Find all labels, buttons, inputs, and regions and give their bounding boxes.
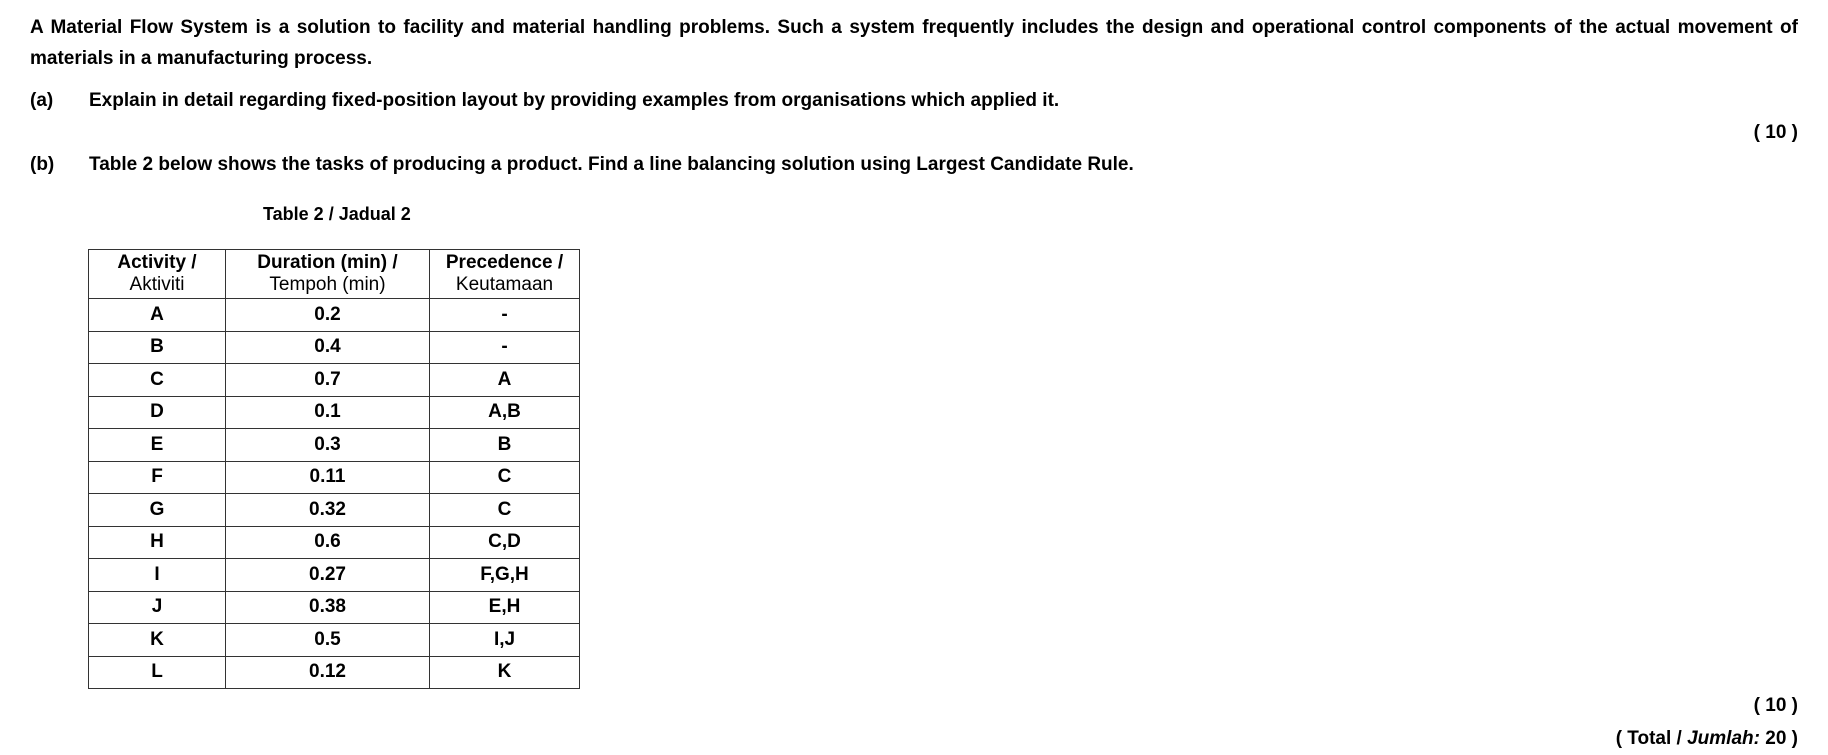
question-a-text: Explain in detail regarding fixed-position layout by providing examples from organisations which applied it. (89, 90, 1060, 111)
cell-activity: A (89, 299, 226, 332)
cell-precedence: K (430, 656, 580, 689)
cell-activity: K (89, 624, 226, 657)
cell-activity: I (89, 559, 226, 592)
header-activity (89, 250, 226, 299)
cell-precedence: C (430, 461, 580, 494)
table-row (89, 461, 580, 494)
table-row (89, 624, 580, 657)
table-row (89, 364, 580, 397)
header-duration-sub: Tempoh (min) (269, 274, 386, 295)
table-row (89, 299, 580, 332)
total-open: ( Total / (1615, 728, 1688, 749)
table-row (89, 591, 580, 624)
header-activity-main: Activity / (117, 252, 197, 273)
cell-duration: 0.3 (226, 429, 430, 462)
table-row (89, 656, 580, 689)
cell-activity: F (89, 461, 226, 494)
total-italic: Jumlah: (1687, 728, 1760, 749)
cell-activity: G (89, 494, 226, 527)
question-b-marks: ( 10 ) (1753, 695, 1798, 716)
header-precedence-main: Precedence / (445, 252, 564, 273)
cell-activity: J (89, 591, 226, 624)
cell-activity: E (89, 429, 226, 462)
cell-duration: 0.6 (226, 526, 430, 559)
cell-activity: L (89, 656, 226, 689)
header-duration-main: Duration (min) / (257, 252, 398, 273)
question-a-label: (a) (30, 90, 54, 111)
question-b-text: Table 2 below shows the tasks of producing a product. Find a line balancing solution using Largest Candidate Rule. (89, 154, 1134, 175)
intro-paragraph: A Material Flow System is a solution to facility and material handling problems. Such a system frequently includes the design and operational control components of the actual movement of materials in a manufacturing process. (30, 17, 1798, 69)
cell-duration: 0.2 (226, 299, 430, 332)
cell-duration: 0.7 (226, 364, 430, 397)
question-b-label: (b) (30, 154, 55, 175)
cell-duration: 0.12 (226, 656, 430, 689)
cell-precedence: E,H (430, 591, 580, 624)
cell-precedence: C (430, 494, 580, 527)
cell-duration: 0.32 (226, 494, 430, 527)
table-row (89, 331, 580, 364)
cell-activity: C (89, 364, 226, 397)
question-a-marks: ( 10 ) (1753, 122, 1798, 143)
cell-precedence: A (430, 364, 580, 397)
header-activity-sub: Aktiviti (129, 274, 185, 295)
cell-duration: 0.11 (226, 461, 430, 494)
header-duration (226, 250, 430, 299)
table-row (89, 396, 580, 429)
total-marks (1616, 728, 1798, 750)
header-precedence-sub: Keutamaan (455, 274, 554, 295)
header-precedence (430, 250, 580, 299)
table-body (89, 299, 580, 689)
cell-duration: 0.5 (226, 624, 430, 657)
cell-precedence: - (430, 331, 580, 364)
total-value: 20 ) (1759, 728, 1798, 749)
table-row (89, 429, 580, 462)
cell-duration: 0.27 (226, 559, 430, 592)
cell-duration: 0.1 (226, 396, 430, 429)
cell-precedence: - (430, 299, 580, 332)
task-table (88, 249, 580, 689)
cell-precedence: F,G,H (430, 559, 580, 592)
cell-activity: H (89, 526, 226, 559)
table-caption: Table 2 / Jadual 2 (263, 204, 411, 224)
cell-duration: 0.4 (226, 331, 430, 364)
table-header-row (89, 250, 580, 299)
table-row (89, 494, 580, 527)
cell-activity: D (89, 396, 226, 429)
cell-duration: 0.38 (226, 591, 430, 624)
cell-precedence: C,D (430, 526, 580, 559)
cell-activity: B (89, 331, 226, 364)
cell-precedence: A,B (430, 396, 580, 429)
cell-precedence: I,J (430, 624, 580, 657)
table-row (89, 526, 580, 559)
table-row (89, 559, 580, 592)
cell-precedence: B (430, 429, 580, 462)
